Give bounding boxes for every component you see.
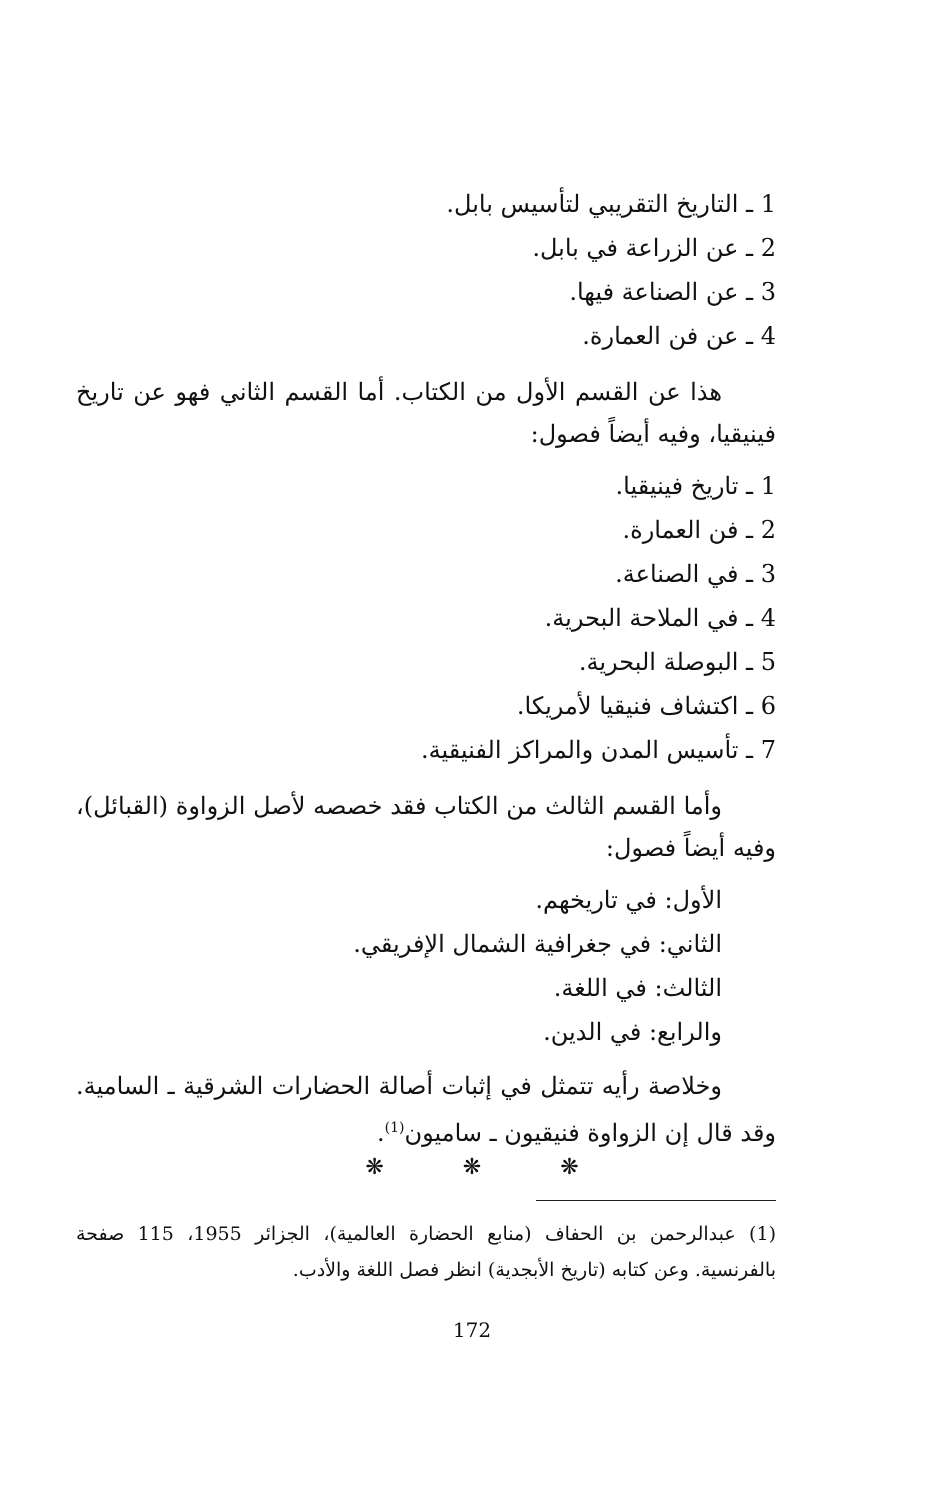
paragraph-line: فينيقيا، وفيه أيضاً فصول: bbox=[530, 420, 776, 448]
list-item: 4 ـ في الملاحة البحرية. bbox=[544, 604, 776, 632]
list-item: 4 ـ عن فن العمارة. bbox=[582, 322, 776, 350]
list-item: 1 ـ تاريخ فينيقيا. bbox=[615, 472, 776, 500]
list-item: الثاني: في جغرافية الشمال الإفريقي. bbox=[353, 930, 722, 958]
separator-star: ❋ bbox=[462, 1155, 482, 1180]
list-item: الأول: في تاريخهم. bbox=[535, 886, 722, 914]
list-item: 5 ـ البوصلة البحرية. bbox=[578, 648, 776, 676]
paragraph-line bbox=[377, 1112, 776, 1149]
separator-star: ❋ bbox=[560, 1155, 579, 1180]
paragraph-line: وأما القسم الثالث من الكتاب فقد خصصه لأصل الزواوة (القبائل)، bbox=[76, 792, 722, 820]
footnote-ref: (1) bbox=[384, 1120, 405, 1136]
list-item: 2 ـ فن العمارة. bbox=[622, 516, 776, 544]
page-number: 172 bbox=[452, 1318, 492, 1342]
paragraph-line: وخلاصة رأيه تتمثل في إثبات أصالة الحضارات الشرقية ـ السامية. bbox=[76, 1072, 722, 1100]
list-item: 1 ـ التاريخ التقريبي لتأسيس بابل. bbox=[446, 190, 776, 218]
list-item: 6 ـ اكتشاف فنيقيا لأمريكا. bbox=[516, 692, 776, 720]
list-item: الثالث: في اللغة. bbox=[553, 974, 722, 1002]
paragraph-line: هذا عن القسم الأول من الكتاب. أما القسم الثاني فهو عن تاريخ bbox=[76, 378, 722, 406]
list-item: 2 ـ عن الزراعة في بابل. bbox=[532, 234, 776, 262]
paragraph-text: وقد قال إن الزواوة فنيقيون ـ ساميون bbox=[404, 1119, 776, 1147]
footnote-line: بالفرنسية. وعن كتابه (تاريخ الأبجدية) انظر فصل اللغة والأدب. bbox=[292, 1259, 776, 1281]
footnote-rule bbox=[536, 1200, 776, 1201]
list-item: 3 ـ عن الصناعة فيها. bbox=[569, 278, 776, 306]
list-item: والرابع: في الدين. bbox=[543, 1018, 722, 1046]
separator-star: ❋ bbox=[365, 1155, 384, 1180]
paragraph-end: . bbox=[376, 1119, 385, 1147]
footnote-line: (1) عبدالرحمن بن الحفاف (منابع الحضارة العالمية)، الجزائر 1955، 115 صفحة bbox=[76, 1223, 776, 1245]
section-separator bbox=[0, 1155, 944, 1180]
list-item: 3 ـ في الصناعة. bbox=[615, 560, 776, 588]
list-item: 7 ـ تأسيس المدن والمراكز الفنيقية. bbox=[421, 736, 776, 764]
paragraph-line: وفيه أيضاً فصول: bbox=[605, 834, 776, 862]
